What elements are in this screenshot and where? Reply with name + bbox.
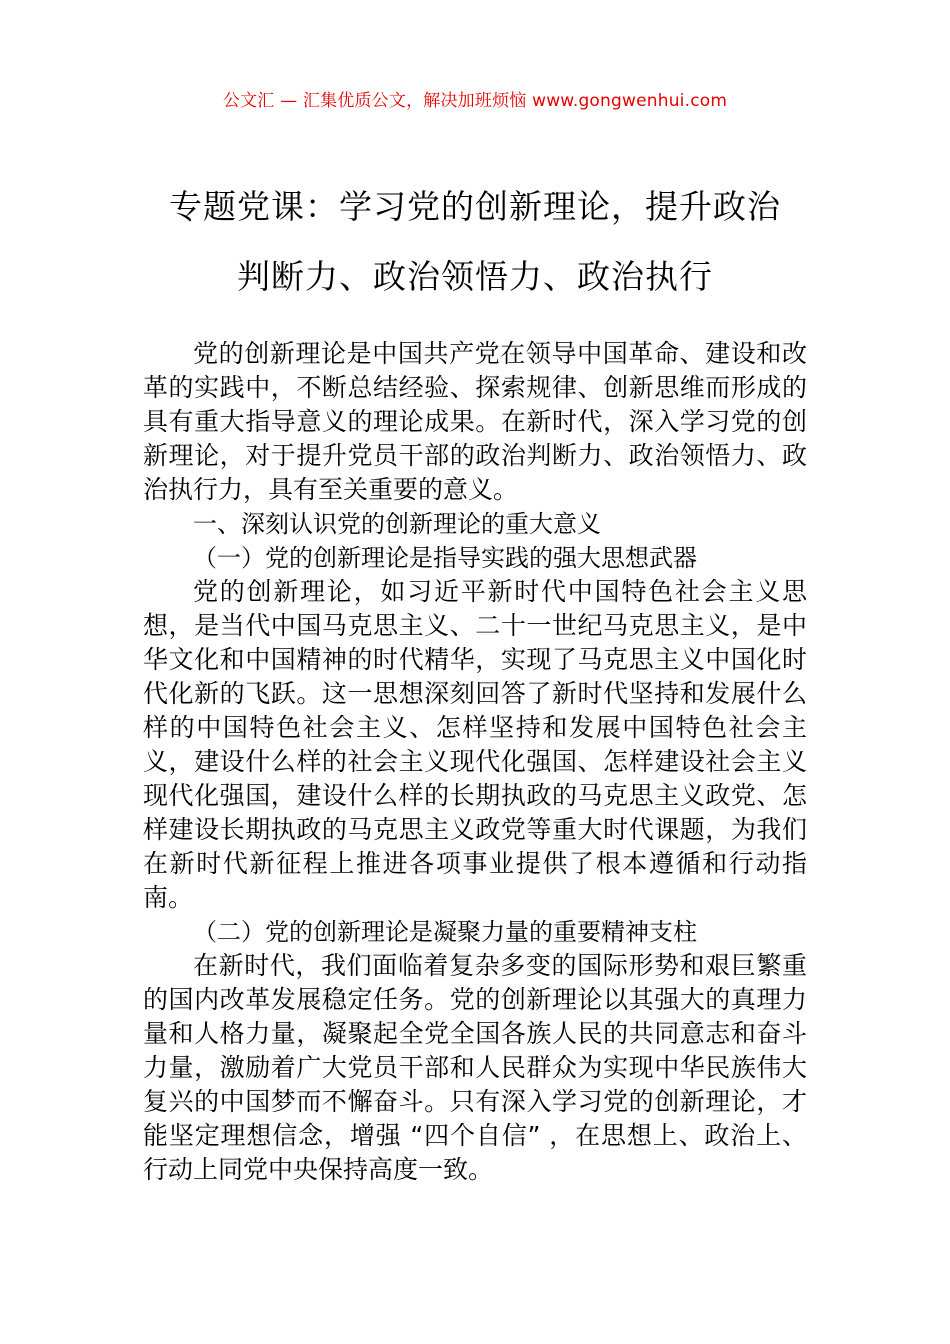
subsection-2-heading: （二）党的创新理论是凝聚力量的重要精神支柱 (193, 918, 697, 946)
subsection-1-heading: （一）党的创新理论是指导实践的强大思想武器 (193, 544, 697, 572)
watermark-header: 公文汇 — 汇集优质公文，解决加班烦恼 www.gongwenhui.com (222, 91, 728, 111)
document-title (120, 172, 830, 312)
subsection-2-paragraph: 在新时代，我们面临着复杂多变的国际形势和艰巨繁重的国内改革发展稳定任务。党的创新理论以其强大的真理力量和人格力量，凝聚起全党全国各族人民的共同意志和奋斗力量，激励着广大党员干部和人民群众为实现中华民族伟大复兴的中国梦而不懈奋斗。只有深入学习党的创新理论，才能坚定理想信念，增强 “四个自信” ，在思想上、政治上、行动上同党中央保持高度一致。 (143, 951, 807, 1184)
title-line-2: 判断力、政治领悟力、政治执行 (237, 257, 713, 296)
subsection-1-paragraph: 党的创新理论，如习近平新时代中国特色社会主义思想，是当代中国马克思主义、二十一世纪马克思主义，是中华文化和中国精神的时代精华，实现了马克思主义中国化时代化新的飞跃。这一思想深刻回答了新时代坚持和发展什么样的中国特色社会主义、怎样坚持和发展中国特色社会主义，建设什么样的社会主义现代化强国、怎样建设社会主义现代化强国，建设什么样的长期执政的马克思主义政党、怎样建设长期执政的马克思主义政党等重大时代课题，为我们在新时代新征程上推进各项事业提供了根本遵循和行动指南。 (143, 577, 807, 912)
intro-paragraph: 党的创新理论是中国共产党在领导中国革命、建设和改革的实践中，不断总结经验、探索规律、创新思维而形成的具有重大指导意义的理论成果。在新时代，深入学习党的创新理论，对于提升党员干部的政治判断力、政治领悟力、政治执行力，具有至关重要的意义。 (143, 339, 807, 504)
document-body (143, 337, 807, 1187)
title-line-1: 专题党课：学习党的创新理论，提升政治 (169, 187, 781, 226)
section-1-heading: 一、深刻认识党的创新理论的重大意义 (193, 510, 601, 538)
